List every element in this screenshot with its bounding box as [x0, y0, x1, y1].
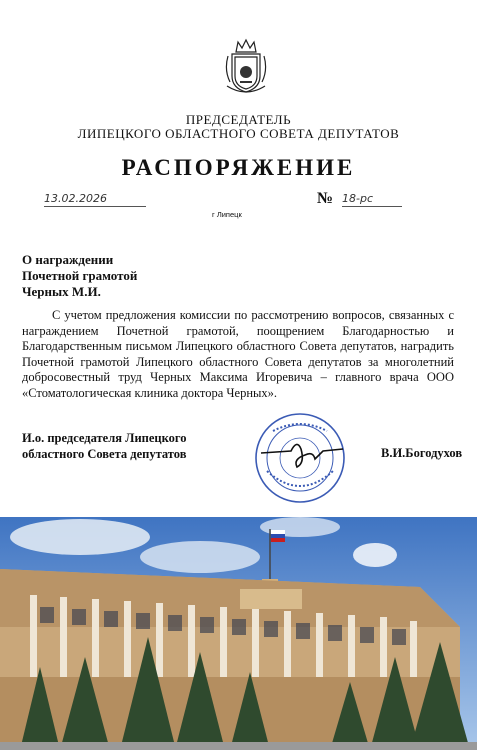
- document-number: 18-рс: [342, 192, 402, 207]
- document-subject: [22, 252, 137, 300]
- document-date: 13.02.2026: [44, 192, 146, 207]
- coat-of-arms-emblem: [224, 36, 268, 96]
- subject-line2: Почетной грамотой: [22, 268, 138, 283]
- header-title-line2: ЛИПЕЦКОГО ОБЛАСТНОГО СОВЕТА ДЕПУТАТОВ: [77, 126, 400, 141]
- signatory-position-line1: И.о. председателя Липецкого: [22, 431, 187, 445]
- building-photo: [0, 517, 477, 750]
- handwritten-signature: [261, 444, 343, 467]
- official-stamp: [253, 411, 347, 505]
- document-body: С учетом предложения комиссии по рассмотрению вопросов, связанных с награждением Почетной грамотой, поощрением Благодарностью и Благодарственным письмом Липецкого областного Совета депутатов, наградить Почетной грамотой Липецкого областного Совета депутатов за многолетний добросовестный труд Черных Максима Игоревича – главного врача ООО «Стоматологическая клиника доктора Черных».: [22, 308, 454, 400]
- header-title-line1: ПРЕДСЕДАТЕЛЬ: [185, 112, 292, 127]
- signatory-position-line2: областного Совета депутатов: [22, 447, 187, 461]
- document-city: г Липецк: [212, 210, 242, 219]
- subject-line3: Черных М.И.: [22, 284, 101, 299]
- subject-line1: О награждении: [22, 252, 114, 267]
- signatory-position: [22, 430, 187, 462]
- signatory-name: В.И.Богодухов: [381, 446, 463, 460]
- document-title: РАСПОРЯЖЕНИЕ: [121, 155, 356, 180]
- number-label: №: [317, 190, 334, 207]
